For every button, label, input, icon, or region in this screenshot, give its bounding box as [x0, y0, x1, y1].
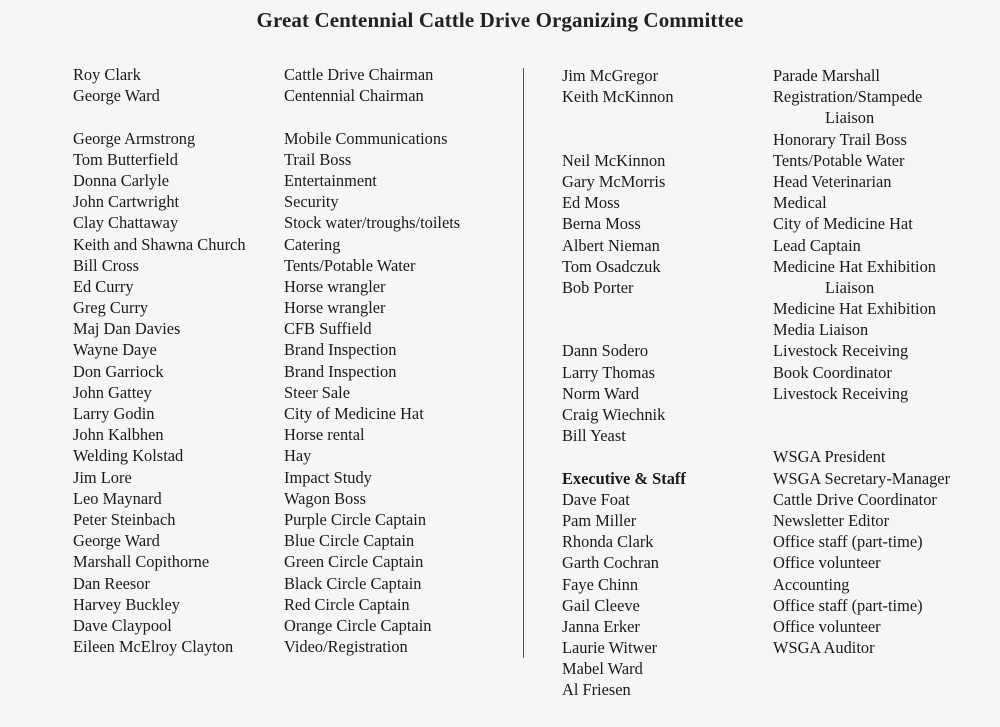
member-role: CFB Suffield	[284, 319, 372, 339]
member-role: City of Medicine Hat	[284, 404, 424, 423]
member-name: Harvey Buckley	[73, 594, 180, 614]
member-name: Keith McKinnon	[562, 87, 674, 107]
member-role: Medicine Hat Exhibition	[773, 299, 936, 319]
member-role: Cattle Drive Chairman	[284, 65, 434, 84]
member-role: Video/Registration	[284, 637, 408, 657]
member-name: Rhonda Clark	[562, 532, 654, 552]
member-name: Roy Clark	[73, 65, 141, 84]
member-name: Ed Moss	[562, 193, 620, 213]
member-name: Welding Kolstad	[73, 446, 184, 466]
member-name: Don Garriock	[73, 361, 164, 381]
member-role: City of Medicine Hat	[773, 214, 913, 234]
member-name: Garth Cochran	[562, 553, 659, 573]
member-name: Ed Curry	[73, 276, 134, 296]
member-name: Bill Cross	[73, 255, 140, 275]
member-role: Trail Boss	[284, 149, 352, 169]
member-role: Cattle Drive Coordinator	[773, 489, 937, 509]
member-name: Faye Chinn	[562, 574, 639, 594]
member-name: Maj Dan Davies	[73, 319, 181, 339]
member-name: John Cartwright	[73, 192, 180, 212]
member-role: Accounting	[773, 574, 850, 594]
right-roles-column	[773, 65, 950, 658]
left-names-column	[73, 64, 246, 657]
spacer	[773, 404, 950, 425]
member-name: Dan Reesor	[73, 573, 150, 593]
member-role: Registration/Stampede	[773, 87, 923, 107]
member-role: Impact Study	[284, 467, 372, 487]
member-role: Horse rental	[284, 425, 365, 445]
spacer	[562, 298, 686, 319]
member-name: Dave Foat	[562, 489, 630, 509]
member-role: Livestock Receiving	[773, 341, 909, 361]
member-role: Mobile Communications	[284, 128, 448, 148]
member-role: Purple Circle Captain	[284, 509, 427, 529]
member-role: Blue Circle Captain	[284, 531, 415, 551]
member-role: WSGA President	[773, 447, 886, 467]
member-name: Craig Wiechnik	[562, 405, 666, 424]
member-name: Al Friesen	[562, 680, 631, 700]
member-role: Parade Marshall	[773, 66, 880, 85]
member-role: Orange Circle Captain	[284, 615, 432, 635]
member-name: Larry Thomas	[562, 362, 656, 382]
member-role: Stock water/troughs/toilets	[284, 213, 461, 233]
member-role: Book Coordinator	[773, 362, 892, 382]
member-name: Wayne Daye	[73, 340, 157, 360]
member-name: Clay Chattaway	[73, 213, 179, 233]
member-role: Honorary Trail Boss	[773, 129, 907, 149]
member-name: Tom Butterfield	[73, 149, 178, 169]
member-name: Laurie Witwer	[562, 638, 658, 658]
member-role: Head Veterinarian	[773, 171, 892, 191]
member-name: Janna Erker	[562, 616, 640, 636]
member-role: Brand Inspection	[284, 361, 397, 381]
member-role: Livestock Receiving	[773, 383, 909, 403]
member-role: Media Liaison	[773, 320, 869, 340]
spacer	[562, 107, 686, 128]
member-role: Security	[284, 192, 339, 212]
member-role: Tents/Potable Water	[284, 255, 416, 275]
member-name: Neil McKinnon	[562, 150, 666, 170]
spacer	[562, 446, 686, 467]
member-role: Red Circle Captain	[284, 594, 410, 614]
member-role: Horse wrangler	[284, 276, 386, 296]
column-divider	[523, 68, 524, 658]
member-name: Norm Ward	[562, 383, 640, 403]
member-name: Gail Cleeve	[562, 595, 640, 615]
member-role: Catering	[284, 234, 341, 254]
member-role: Hay	[284, 446, 312, 466]
member-name: Gary McMorris	[562, 171, 666, 191]
page-title: Great Centennial Cattle Drive Organizing Committee	[256, 8, 744, 32]
member-role: Liaison	[825, 277, 875, 297]
member-name: Larry Godin	[73, 404, 155, 423]
member-name: George Ward	[73, 86, 160, 106]
right-names-column	[562, 65, 686, 701]
member-name: Jim McGregor	[562, 66, 659, 85]
member-name: Marshall Copithorne	[73, 552, 210, 572]
member-name: Pam Miller	[562, 510, 637, 530]
member-name: Mabel Ward	[562, 659, 643, 679]
member-role: Centennial Chairman	[284, 86, 424, 106]
member-name: Berna Moss	[562, 214, 641, 234]
member-name: Bob Porter	[562, 277, 634, 297]
spacer	[562, 319, 686, 340]
section-heading-executive-staff: Executive & Staff	[562, 468, 686, 488]
member-role: Tents/Potable Water	[773, 150, 905, 170]
member-role: Steer Sale	[284, 382, 350, 402]
member-role: Wagon Boss	[284, 488, 367, 508]
member-role: WSGA Auditor	[773, 638, 875, 658]
member-role: Office staff (part-time)	[773, 595, 923, 615]
member-role: Entertainment	[284, 170, 377, 190]
member-name: George Ward	[73, 531, 160, 551]
spacer	[284, 106, 460, 127]
member-role: Office staff (part-time)	[773, 532, 923, 552]
spacer	[73, 106, 246, 127]
member-role: Newsletter Editor	[773, 510, 890, 530]
member-name: Dave Claypool	[73, 615, 172, 635]
member-name: Leo Maynard	[73, 488, 162, 508]
member-name: Bill Yeast	[562, 426, 626, 446]
member-name: Donna Carlyle	[73, 170, 170, 190]
member-name: Peter Steinbach	[73, 509, 176, 529]
member-name: Eileen McElroy Clayton	[73, 637, 234, 657]
member-name: Jim Lore	[73, 467, 132, 487]
member-name: Tom Osadczuk	[562, 256, 661, 276]
member-name: Greg Curry	[73, 298, 149, 318]
member-role: Office volunteer	[773, 616, 881, 636]
member-name: Keith and Shawna Church	[73, 234, 246, 254]
member-name: John Gattey	[73, 382, 152, 402]
member-role: Medicine Hat Exhibition	[773, 256, 936, 276]
member-role: Brand Inspection	[284, 340, 397, 360]
member-name: John Kalbhen	[73, 425, 164, 445]
left-roles-column	[284, 64, 460, 657]
spacer	[562, 129, 686, 150]
member-role: WSGA Secretary-Manager	[773, 468, 951, 488]
member-role: Horse wrangler	[284, 298, 386, 318]
member-role: Lead Captain	[773, 235, 861, 255]
member-role: Office volunteer	[773, 553, 881, 573]
member-name: George Armstrong	[73, 128, 196, 148]
member-role: Black Circle Captain	[284, 573, 422, 593]
member-role: Green Circle Captain	[284, 552, 424, 572]
spacer	[773, 425, 950, 446]
member-role: Liaison	[825, 108, 875, 128]
member-role: Medical	[773, 193, 827, 213]
member-name: Albert Nieman	[562, 235, 660, 255]
member-name: Dann Sodero	[562, 341, 649, 361]
